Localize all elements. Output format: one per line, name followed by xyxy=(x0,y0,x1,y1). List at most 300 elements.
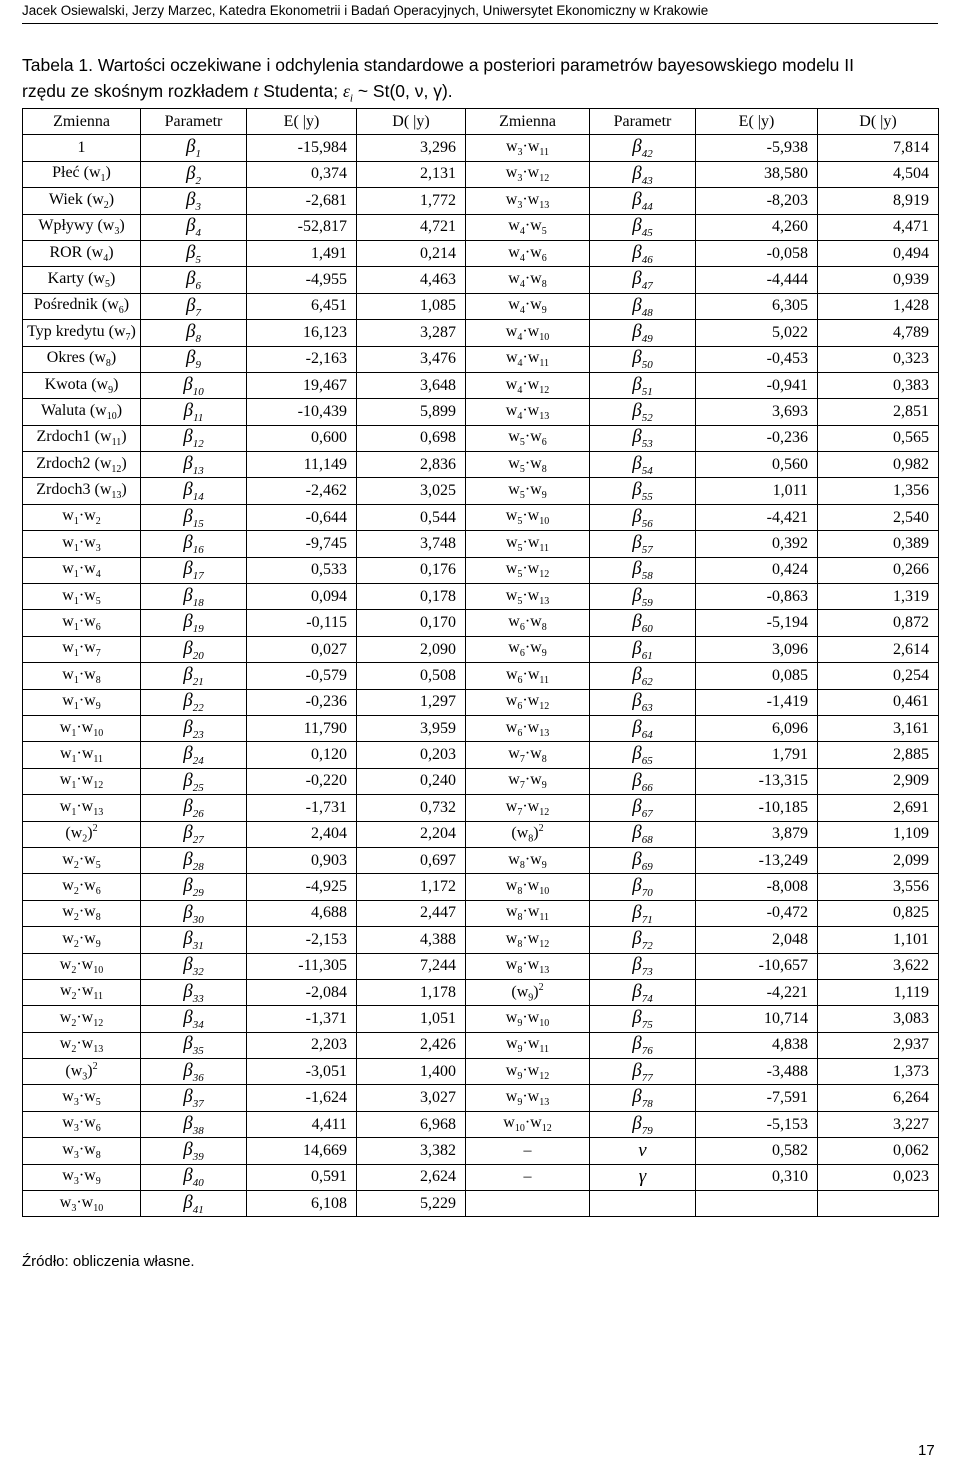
variable-text: ·w xyxy=(522,929,540,947)
cell-mean-left: -2,681 xyxy=(247,188,357,214)
cell-mean-right: -7,591 xyxy=(696,1085,818,1111)
parameter-subscript: 8 xyxy=(195,332,201,345)
cell-parameter-left xyxy=(141,584,247,610)
cell-sd-left: 4,721 xyxy=(357,214,466,240)
cell-sd-right: 2,614 xyxy=(818,636,939,662)
variable-subscript: 4 xyxy=(517,384,523,396)
variable-subscript: 12 xyxy=(539,384,550,396)
cell-variable-right xyxy=(466,584,590,610)
variable-subscript: 3 xyxy=(73,1123,79,1135)
cell-mean-left: -3,051 xyxy=(247,1059,357,1085)
cell-mean-right: -10,657 xyxy=(696,953,818,979)
variable-text: ·w xyxy=(522,718,540,736)
cell-sd-left: 1,051 xyxy=(357,1006,466,1032)
parameter-symbol: β xyxy=(186,320,196,342)
cell-sd-right: 3,556 xyxy=(818,874,939,900)
variable-text: w xyxy=(62,560,74,578)
cell-parameter-right xyxy=(590,742,696,768)
variable-text: w xyxy=(62,1114,74,1132)
cell-mean-right: 0,310 xyxy=(696,1164,818,1190)
table-row xyxy=(23,240,939,266)
cell-sd-left: 7,244 xyxy=(357,953,466,979)
parameter-subscript: 17 xyxy=(192,570,204,583)
parameter-symbol: β xyxy=(183,532,193,554)
cell-sd-right: 6,264 xyxy=(818,1085,939,1111)
variable-text: ·w xyxy=(522,507,540,525)
parameter-symbol: β xyxy=(632,927,642,949)
variable-text: ·w xyxy=(524,269,542,287)
cell-variable-right xyxy=(466,135,590,161)
variable-text: w xyxy=(505,876,518,894)
variable-text: ) xyxy=(121,428,127,446)
variable-subscript: 9 xyxy=(95,938,101,950)
cell-mean-right: 10,714 xyxy=(696,1006,818,1032)
cell-variable-right xyxy=(466,847,590,873)
variable-text: ) xyxy=(119,217,125,235)
cell-mean-left: -4,925 xyxy=(247,874,357,900)
cell-mean-left: 2,203 xyxy=(247,1032,357,1058)
parameter-subscript: 61 xyxy=(641,649,653,662)
cell-sd-right xyxy=(818,1191,939,1217)
parameter-subscript: 49 xyxy=(641,332,653,345)
parameter-symbol: β xyxy=(632,954,642,976)
table-row xyxy=(23,1164,939,1190)
parameter-subscript: 3 xyxy=(195,200,201,213)
variable-subscript: 1 xyxy=(73,674,79,686)
parameter-symbol: β xyxy=(632,769,642,791)
cell-variable-right xyxy=(466,504,590,530)
cell-sd-left: 3,287 xyxy=(357,320,466,346)
variable-text: ·w xyxy=(78,613,96,631)
variable-subscript: 12 xyxy=(539,173,550,185)
cell-sd-left: 0,508 xyxy=(357,663,466,689)
variable-text: ·w xyxy=(78,1114,96,1132)
cell-parameter-right xyxy=(590,900,696,926)
variable-subscript: 3 xyxy=(71,1202,77,1214)
parameter-subscript: 78 xyxy=(641,1098,653,1111)
parameter-subscript: 11 xyxy=(193,411,204,424)
variable-subscript: 8 xyxy=(519,859,525,871)
parameter-symbol: β xyxy=(632,584,642,606)
cell-parameter-left xyxy=(141,795,247,821)
cell-parameter-left xyxy=(141,768,247,794)
cell-parameter-right xyxy=(590,1032,696,1058)
parameter-symbol: β xyxy=(632,875,642,897)
caption-text-c: ~ St(0, ν, γ). xyxy=(352,81,453,101)
cell-parameter-right xyxy=(590,320,696,346)
variable-subscript: 2 xyxy=(103,199,109,211)
variable-subscript: 6 xyxy=(541,437,547,449)
variable-text: (w xyxy=(511,824,529,842)
cell-parameter-left xyxy=(141,636,247,662)
cell-mean-right: -3,488 xyxy=(696,1059,818,1085)
variable-subscript: 8 xyxy=(95,1150,101,1162)
cell-sd-right: 7,814 xyxy=(818,135,939,161)
cell-variable-right xyxy=(466,689,590,715)
variable-text: ·w xyxy=(76,718,94,736)
header-parametr-left: Parametr xyxy=(141,109,247,135)
parameter-symbol: β xyxy=(632,980,642,1002)
variable-text: Okres (w xyxy=(46,349,106,367)
parameter-subscript: 69 xyxy=(641,860,653,873)
cell-mean-left: -0,236 xyxy=(247,689,357,715)
variable-text: ·w xyxy=(522,375,540,393)
variable-text: ·w xyxy=(524,613,542,631)
variable-text: ) xyxy=(533,983,539,1001)
variable-subscript: 6 xyxy=(95,1123,101,1135)
cell-variable-left xyxy=(23,504,141,530)
caption-text-b: Studenta; xyxy=(258,81,344,101)
variable-text: w xyxy=(62,929,74,947)
header-rule xyxy=(22,23,938,24)
caption-t-letter: t xyxy=(253,81,259,101)
cell-parameter-left xyxy=(141,742,247,768)
cell-sd-left: 2,836 xyxy=(357,452,466,478)
variable-subscript: 7 xyxy=(519,780,525,792)
table-row xyxy=(23,742,939,768)
parameter-subscript: 9 xyxy=(195,359,201,372)
parameter-symbol: β xyxy=(632,452,642,474)
parameter-subscript: 67 xyxy=(641,807,653,820)
variable-text: w xyxy=(59,744,72,762)
caption-text-a: rzędu ze skośnym rozkładem xyxy=(22,81,254,101)
cell-parameter-right xyxy=(590,795,696,821)
variable-subscript: 10 xyxy=(106,411,117,423)
variable-text: w xyxy=(62,613,74,631)
variable-text: w xyxy=(505,903,518,921)
variable-text: w xyxy=(505,349,518,367)
table-row xyxy=(23,320,939,346)
parameter-symbol: β xyxy=(632,690,642,712)
variable-text: Wpływy (w xyxy=(38,217,115,235)
cell-mean-right: 6,305 xyxy=(696,293,818,319)
cell-parameter-right xyxy=(590,979,696,1005)
variable-text: ·w xyxy=(78,876,96,894)
variable-subscript: 8 xyxy=(105,358,111,370)
variable-text: w xyxy=(59,982,72,1000)
cell-mean-left: -2,084 xyxy=(247,979,357,1005)
parameter-symbol: β xyxy=(183,954,193,976)
variable-text: ·w xyxy=(524,771,542,789)
cell-sd-right: 0,266 xyxy=(818,557,939,583)
variable-text: ·w xyxy=(524,850,542,868)
parameter-symbol: β xyxy=(632,400,642,422)
variable-text: w xyxy=(62,507,74,525)
variable-text: ·w xyxy=(524,454,542,472)
variable-text: w xyxy=(508,243,520,261)
variable-subscript: 5 xyxy=(517,516,523,528)
variable-text: Kwota (w xyxy=(44,375,109,393)
variable-text: w xyxy=(505,507,518,525)
table-header-row xyxy=(23,109,939,135)
variable-subscript: 5 xyxy=(519,437,525,449)
variable-text: ) xyxy=(533,824,539,842)
variable-text: ·w xyxy=(76,1193,94,1211)
variable-subscript: 8 xyxy=(541,754,547,766)
parameter-symbol: β xyxy=(183,664,193,685)
cell-parameter-right xyxy=(590,478,696,504)
parameter-symbol: β xyxy=(183,980,193,1002)
variable-subscript: 13 xyxy=(111,490,122,502)
cell-mean-left: -1,624 xyxy=(247,1085,357,1111)
parameter-subscript: 62 xyxy=(641,675,653,688)
cell-variable-right xyxy=(466,372,590,398)
parameter-subscript: 18 xyxy=(192,596,204,609)
cell-variable-left xyxy=(23,979,141,1005)
cell-mean-left: -4,955 xyxy=(247,267,357,293)
cell-variable-right xyxy=(466,874,590,900)
cell-mean-right: 0,560 xyxy=(696,452,818,478)
cell-parameter-right xyxy=(590,346,696,372)
variable-text: w xyxy=(508,850,520,868)
parameter-symbol: β xyxy=(183,611,193,633)
parameter-subscript: 46 xyxy=(641,253,653,266)
parameter-subscript: 4 xyxy=(195,227,201,240)
cell-variable-left xyxy=(23,689,141,715)
variable-subscript: 1 xyxy=(71,806,77,818)
cell-parameter-right xyxy=(590,663,696,689)
cell-sd-right: 0,982 xyxy=(818,452,939,478)
cell-sd-left: 3,648 xyxy=(357,372,466,398)
cell-mean-left: -2,462 xyxy=(247,478,357,504)
parameter-symbol: β xyxy=(186,188,196,210)
cell-variable-left xyxy=(23,293,141,319)
variable-subscript: 3 xyxy=(82,1071,88,1083)
cell-mean-right: -8,008 xyxy=(696,874,818,900)
header-parametr-right: Parametr xyxy=(590,109,696,135)
variable-text: ·w xyxy=(76,797,94,815)
cell-variable-left xyxy=(23,1032,141,1058)
cell-variable-left xyxy=(23,531,141,557)
cell-mean-left: 0,027 xyxy=(247,636,357,662)
variable-subscript: 13 xyxy=(93,806,104,818)
variable-text: ·w xyxy=(522,903,540,921)
cell-sd-right: 4,504 xyxy=(818,161,939,187)
cell-parameter-right xyxy=(590,1138,696,1164)
table-row xyxy=(23,953,939,979)
cell-variable-left xyxy=(23,795,141,821)
variable-text: ·w xyxy=(522,401,540,419)
cell-parameter-left xyxy=(141,1085,247,1111)
cell-parameter-left xyxy=(141,425,247,451)
cell-sd-left: 0,698 xyxy=(357,425,466,451)
variable-text: w xyxy=(508,428,520,446)
cell-sd-right: 1,119 xyxy=(818,979,939,1005)
table-row xyxy=(23,979,939,1005)
variable-subscript: 13 xyxy=(93,1044,104,1056)
cell-parameter-left xyxy=(141,663,247,689)
cell-mean-right: 1,011 xyxy=(696,478,818,504)
variable-text: – xyxy=(523,1141,532,1159)
table-row xyxy=(23,504,939,530)
variable-text: ·w xyxy=(524,296,542,314)
variable-subscript: 11 xyxy=(539,912,550,924)
cell-sd-right: 2,099 xyxy=(818,847,939,873)
parameter-symbol: β xyxy=(632,1112,642,1134)
cell-variable-right xyxy=(466,1032,590,1058)
parameter-symbol: β xyxy=(186,241,196,263)
cell-sd-left: 0,178 xyxy=(357,584,466,610)
cell-parameter-right xyxy=(590,821,696,847)
parameter-symbol: β xyxy=(183,822,193,844)
cell-sd-right: 0,323 xyxy=(818,346,939,372)
cell-parameter-right xyxy=(590,715,696,741)
cell-sd-right: 4,471 xyxy=(818,214,939,240)
cell-parameter-right xyxy=(590,399,696,425)
variable-text: ·w xyxy=(522,1088,540,1106)
cell-parameter-left xyxy=(141,372,247,398)
cell-mean-right: 38,580 xyxy=(696,161,818,187)
parameter-symbol: β xyxy=(632,320,642,342)
cell-mean-right: -5,194 xyxy=(696,610,818,636)
parameter-symbol: β xyxy=(632,505,642,527)
cell-parameter-right xyxy=(590,504,696,530)
variable-text: w xyxy=(59,1008,72,1026)
variable-subscript: 5 xyxy=(517,595,523,607)
variable-subscript: 6 xyxy=(517,674,523,686)
cell-parameter-right xyxy=(590,161,696,187)
table-row xyxy=(23,1085,939,1111)
parameter-subscript: 6 xyxy=(195,279,201,292)
variable-subscript: 6 xyxy=(118,305,124,317)
parameter-subscript: 56 xyxy=(641,517,653,530)
parameter-subscript: 5 xyxy=(195,253,201,266)
variable-subscript: 9 xyxy=(517,1097,523,1109)
cell-mean-right: -10,185 xyxy=(696,795,818,821)
header-mean-left: E( |y) xyxy=(247,109,357,135)
cell-variable-right xyxy=(466,979,590,1005)
parameter-subscript: 48 xyxy=(641,306,653,319)
variable-subscript: 3 xyxy=(517,173,523,185)
parameter-symbol: γ xyxy=(638,1166,647,1188)
parameter-symbol: β xyxy=(632,822,642,844)
cell-sd-right: 0,939 xyxy=(818,267,939,293)
variable-subscript: 1 xyxy=(73,595,79,607)
cell-sd-right: 2,885 xyxy=(818,742,939,768)
parameter-symbol: β xyxy=(632,795,642,817)
cell-sd-right: 2,540 xyxy=(818,504,939,530)
cell-variable-right xyxy=(466,399,590,425)
variable-subscript: 9 xyxy=(95,1176,101,1188)
variable-subscript: 5 xyxy=(95,595,101,607)
cell-variable-left xyxy=(23,900,141,926)
parameter-subscript: 40 xyxy=(192,1177,204,1190)
parameter-subscript: 10 xyxy=(192,385,204,398)
cell-parameter-left xyxy=(141,346,247,372)
parameter-symbol: β xyxy=(183,795,193,817)
parameter-subscript: 14 xyxy=(192,491,204,504)
variable-text: ·w xyxy=(522,533,540,551)
cell-mean-left: -1,371 xyxy=(247,1006,357,1032)
variable-text: w xyxy=(505,586,518,604)
parameter-symbol: β xyxy=(183,875,193,897)
parameter-subscript: 1 xyxy=(195,147,201,160)
variable-text: w xyxy=(505,322,518,340)
variable-subscript: 12 xyxy=(539,1070,550,1082)
variable-text: ·w xyxy=(522,322,540,340)
variable-text: ) xyxy=(130,322,136,340)
variable-subscript: 10 xyxy=(539,331,550,343)
cell-sd-left: 0,697 xyxy=(357,847,466,873)
variable-text: Waluta (w xyxy=(40,401,107,419)
cell-sd-left: 1,297 xyxy=(357,689,466,715)
cell-mean-right: -1,419 xyxy=(696,689,818,715)
variable-subscript: 10 xyxy=(539,1018,550,1030)
table-row xyxy=(23,689,939,715)
cell-mean-right: 0,392 xyxy=(696,531,818,557)
cell-sd-right: 0,062 xyxy=(818,1138,939,1164)
variable-subscript: 1 xyxy=(100,173,106,185)
cell-parameter-left xyxy=(141,1059,247,1085)
cell-parameter-right xyxy=(590,135,696,161)
cell-variable-left xyxy=(23,1138,141,1164)
cell-variable-left xyxy=(23,188,141,214)
cell-variable-left xyxy=(23,927,141,953)
variable-text: w xyxy=(62,665,74,683)
parameter-subscript: 27 xyxy=(192,834,204,847)
table-row xyxy=(23,768,939,794)
variable-subscript: 9 xyxy=(517,1070,523,1082)
cell-sd-left: 5,229 xyxy=(357,1191,466,1217)
variable-subscript: 9 xyxy=(541,648,547,660)
variable-subscript: 11 xyxy=(539,674,550,686)
parameter-subscript: 54 xyxy=(641,464,653,477)
cell-variable-right xyxy=(466,293,590,319)
cell-parameter-right xyxy=(590,214,696,240)
cell-parameter-left xyxy=(141,1164,247,1190)
parameter-symbol: β xyxy=(632,1059,642,1081)
variable-exponent: 2 xyxy=(538,981,544,993)
cell-sd-left: 2,447 xyxy=(357,900,466,926)
cell-sd-left: 2,426 xyxy=(357,1032,466,1058)
table-row xyxy=(23,531,939,557)
cell-mean-left: 2,404 xyxy=(247,821,357,847)
cell-parameter-right xyxy=(590,1059,696,1085)
cell-variable-right xyxy=(466,1111,590,1137)
variable-subscript: 5 xyxy=(517,543,523,555)
cell-mean-right: 3,096 xyxy=(696,636,818,662)
cell-parameter-left xyxy=(141,1032,247,1058)
cell-variable-left xyxy=(23,636,141,662)
parameter-subscript: 76 xyxy=(641,1045,653,1058)
caption-line-1: Tabela 1. Wartości oczekiwane i odchylenia standardowe a posteriori parametrów bayesowskiego modelu II xyxy=(22,55,855,75)
variable-subscript: 11 xyxy=(539,1044,550,1056)
parameter-symbol: β xyxy=(183,637,193,659)
variable-subscript: 9 xyxy=(95,701,101,713)
cell-sd-right: 3,083 xyxy=(818,1006,939,1032)
parameter-symbol: β xyxy=(632,241,642,263)
cell-mean-right: 2,048 xyxy=(696,927,818,953)
cell-mean-right: 3,693 xyxy=(696,399,818,425)
parameter-symbol: ν xyxy=(638,1139,647,1161)
parameter-symbol: β xyxy=(183,584,193,606)
parameter-symbol: β xyxy=(183,558,193,580)
cell-parameter-left xyxy=(141,1191,247,1217)
parameter-subscript: 60 xyxy=(641,623,653,636)
cell-sd-left: 0,203 xyxy=(357,742,466,768)
variable-text: ·w xyxy=(76,744,94,762)
variable-text: w xyxy=(503,1114,515,1132)
cell-parameter-right xyxy=(590,372,696,398)
variable-text: w xyxy=(505,718,518,736)
cell-sd-right: 1,373 xyxy=(818,1059,939,1085)
cell-variable-right xyxy=(466,742,590,768)
variable-text: w xyxy=(508,639,520,657)
cell-sd-right: 0,389 xyxy=(818,531,939,557)
table-row xyxy=(23,1059,939,1085)
variable-text: ·w xyxy=(522,560,540,578)
parameter-subscript: 22 xyxy=(192,702,204,715)
